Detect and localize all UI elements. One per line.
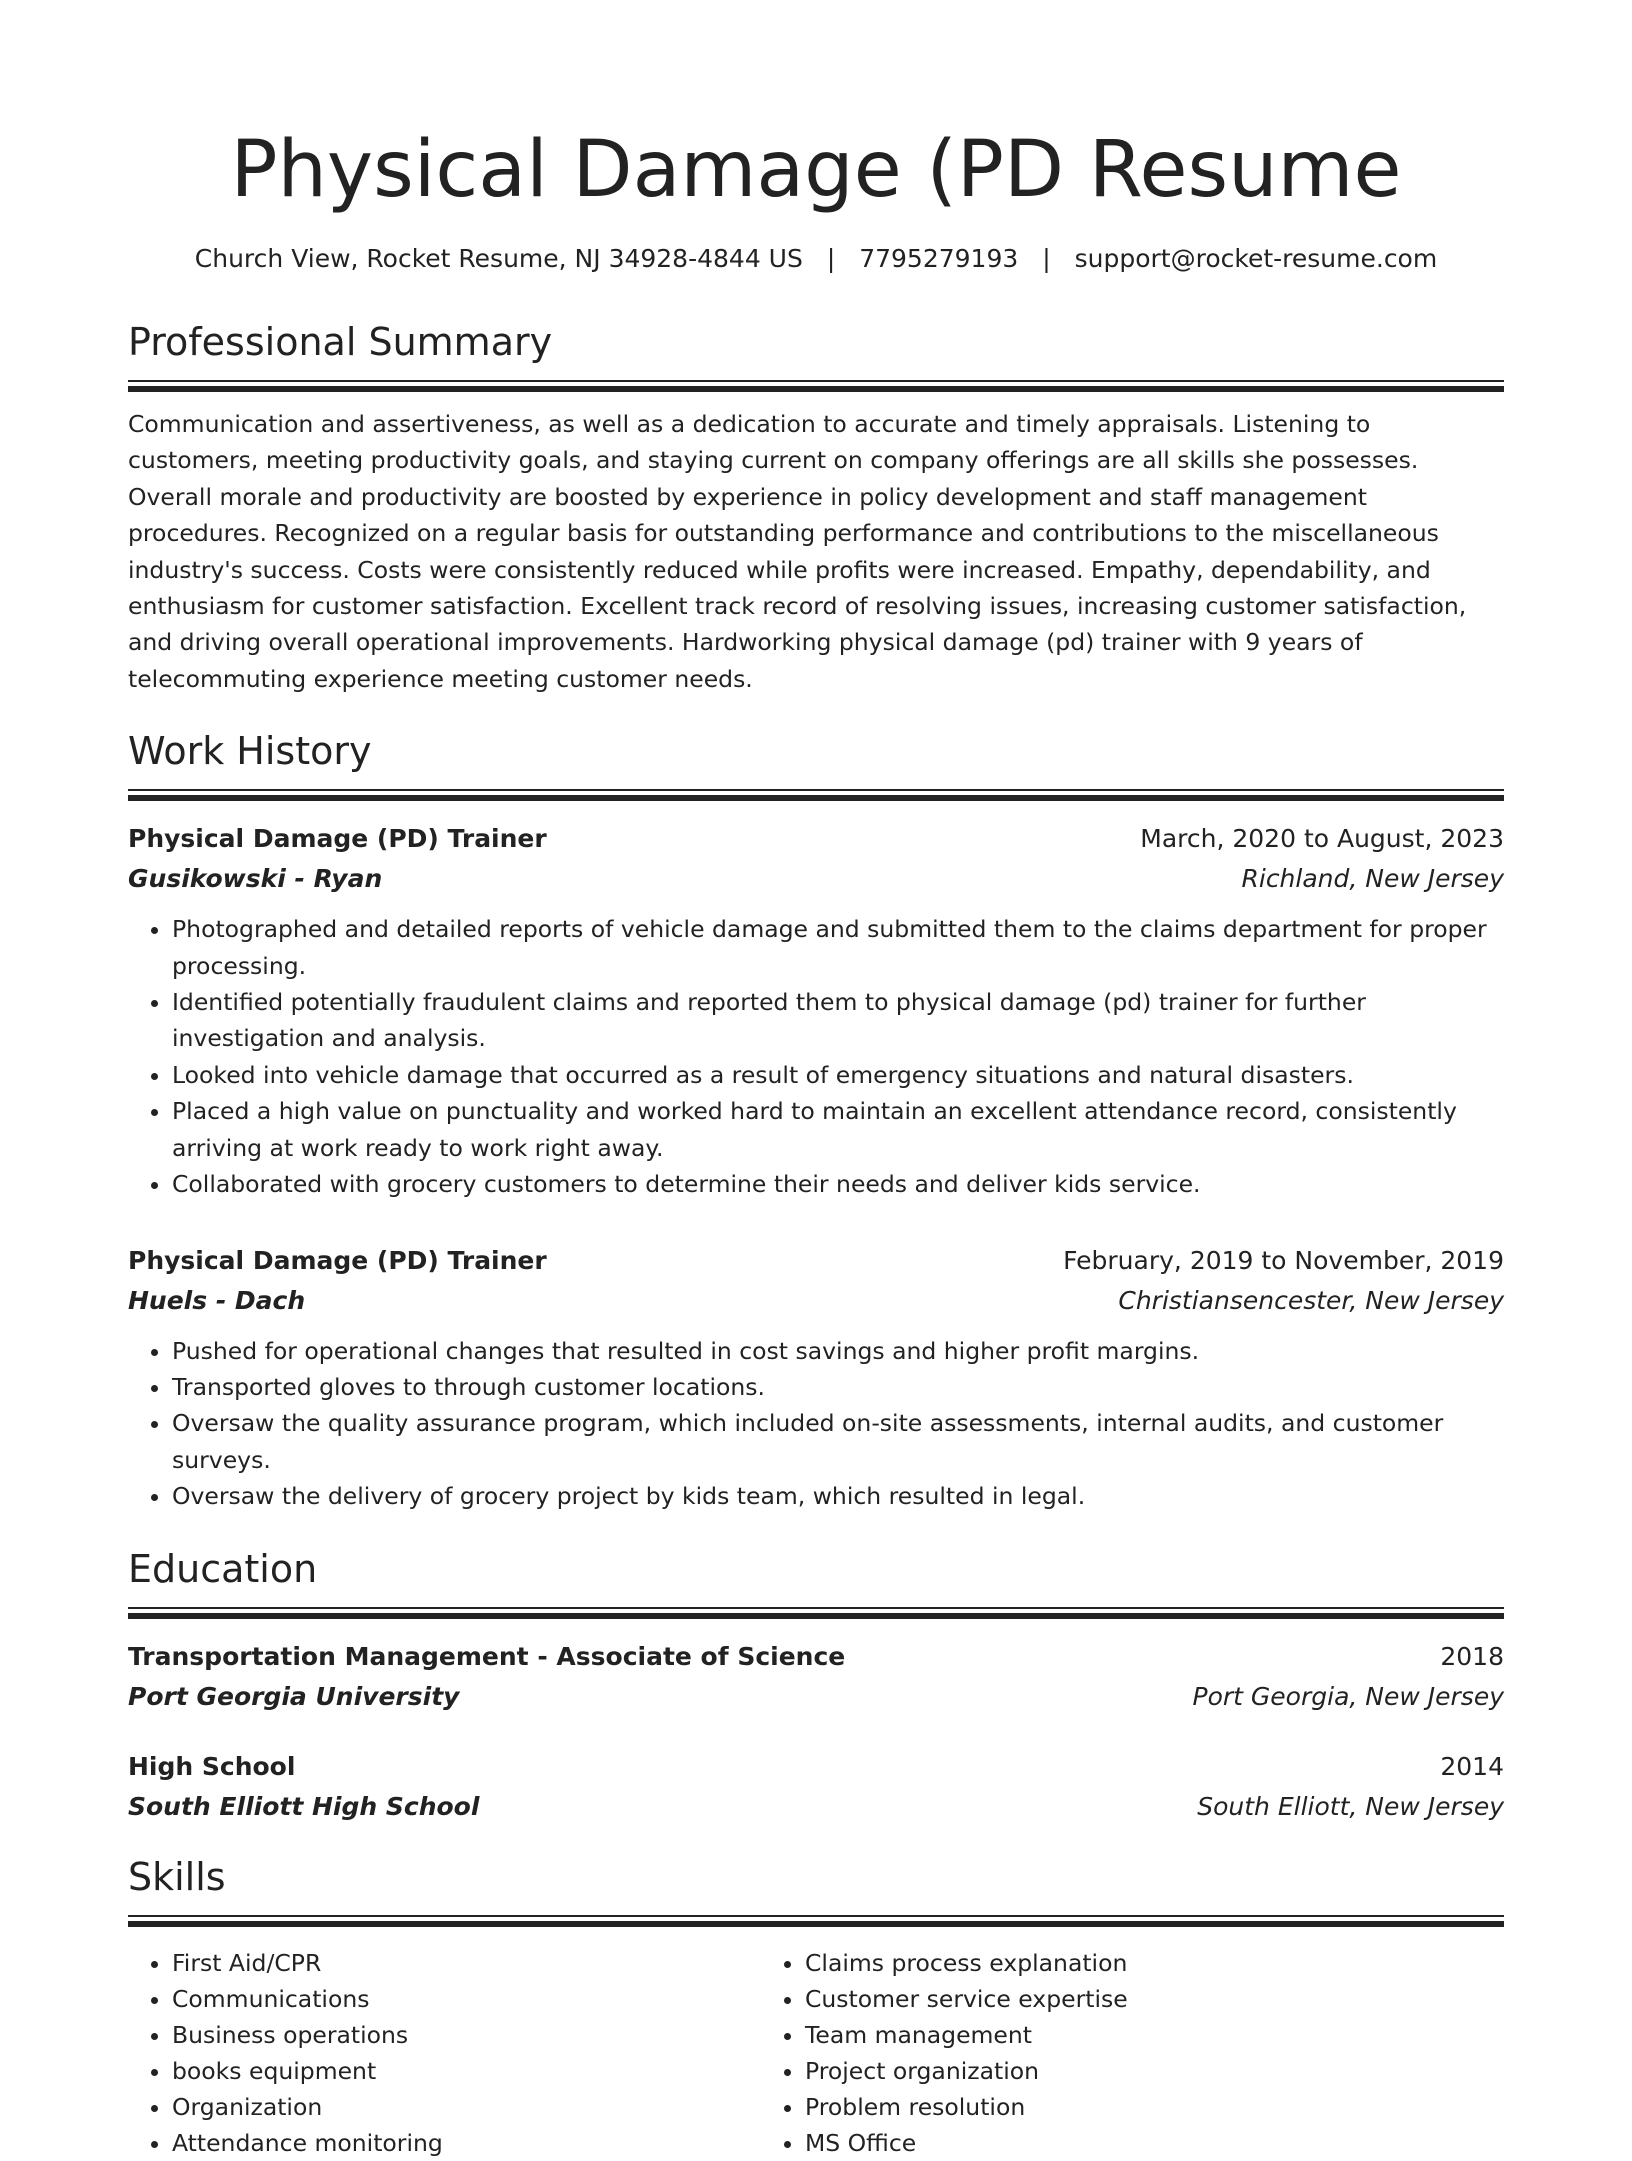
contact-phone: 7795279193 <box>859 244 1019 273</box>
job-title: Physical Damage (PD) Trainer <box>128 1245 547 1275</box>
education-degree: Transportation Management - Associate of Science <box>128 1641 846 1671</box>
skills-columns <box>128 1945 1504 2161</box>
job-bullet: • Oversaw the delivery of grocery project by kids team, which resulted in legal. <box>172 1478 1504 1514</box>
work-history-section <box>128 727 1504 1514</box>
education-header-row <box>128 1747 1504 1787</box>
education-entry <box>128 1747 1504 1827</box>
job-bullet: • Photographed and detailed reports of vehicle damage and submitted them to the claims department for proper processing. <box>172 911 1504 984</box>
job-bullet: • Collaborated with grocery customers to determine their needs and deliver kids service. <box>172 1166 1504 1202</box>
skill-item: • MS Office <box>805 2125 1501 2161</box>
job-employer-row <box>128 859 1504 899</box>
contact-email: support@rocket-resume.com <box>1074 244 1438 273</box>
section-divider <box>128 1915 1504 1927</box>
education-section <box>128 1545 1504 1827</box>
education-school: South Elliott High School <box>128 1791 480 1821</box>
skill-item: • Attendance monitoring <box>172 2125 761 2161</box>
education-location: Port Georgia, New Jersey <box>1192 1681 1504 1711</box>
job-bullet-list <box>128 911 1504 1202</box>
job-bullet: • Placed a high value on punctuality and worked hard to maintain an excellent attendance record, consistently arriving at work ready to work right away. <box>172 1093 1504 1166</box>
section-title-work-history: Work History <box>128 729 372 774</box>
job-entry <box>128 1241 1504 1515</box>
skill-item: • Team management <box>805 2017 1501 2053</box>
contact-separator: | <box>1042 244 1051 273</box>
education-school-row <box>128 1787 1504 1827</box>
skills-list-left <box>128 1945 761 2161</box>
job-location: Richland, New Jersey <box>1241 864 1504 894</box>
education-year: 2014 <box>1440 1751 1504 1781</box>
resume-name: Physical Damage (PD Resume <box>230 125 1402 215</box>
job-dates: March, 2020 to August, 2023 <box>1140 824 1504 854</box>
job-location: Christiansencester, New Jersey <box>1118 1285 1504 1315</box>
skill-item: • Problem resolution <box>805 2089 1501 2125</box>
education-degree: High School <box>128 1751 296 1781</box>
skill-item: • Claims process explanation <box>805 1945 1501 1981</box>
skill-item: • Business operations <box>172 2017 761 2053</box>
contact-address: Church View, Rocket Resume, NJ 34928-4844 US <box>194 244 803 273</box>
education-school-row <box>128 1677 1504 1717</box>
job-bullet: • Identified potentially fraudulent claims and reported them to physical damage (pd) trainer for further investigation and analysis. <box>172 984 1504 1057</box>
skill-item: • books equipment <box>172 2053 761 2089</box>
education-entry <box>128 1637 1504 1717</box>
section-divider <box>128 380 1504 392</box>
skill-item: • Customer service expertise <box>805 1981 1501 2017</box>
section-divider <box>128 789 1504 801</box>
job-title: Physical Damage (PD) Trainer <box>128 824 547 854</box>
section-title-skills: Skills <box>128 1854 226 1899</box>
education-header-row <box>128 1637 1504 1677</box>
skill-item: • Project organization <box>805 2053 1501 2089</box>
summary-section <box>128 318 1504 697</box>
job-bullet: • Oversaw the quality assurance program, which included on-site assessments, internal audits, and customer surveys. <box>172 1405 1504 1478</box>
job-dates: February, 2019 to November, 2019 <box>1063 1245 1504 1275</box>
skill-item: • Organization <box>172 2089 761 2125</box>
education-school: Port Georgia University <box>128 1681 460 1711</box>
skills-list-right <box>761 1945 1501 2161</box>
skill-item: • First Aid/CPR <box>172 1945 761 1981</box>
job-bullet-list <box>128 1333 1504 1515</box>
section-divider <box>128 1607 1504 1619</box>
summary-text: Communication and assertiveness, as well as a dedication to accurate and timely appraisals. Listening to customers, meeting productivity goals, and staying current on company offerings are all skills she possesses. Overall morale and productivity are boosted by experience in policy development and staff management procedures. Recognized on a regular basis for outstanding performance and contributions to the miscellaneous industry's success. Costs were consistently reduced while profits were increased. Empathy, dependability, and enthusiasm for customer satisfaction. Excellent track record of resolving issues, increasing customer satisfaction, and driving overall operational improvements. Hardworking physical damage (pd) trainer with 9 years of telecommuting experience meeting customer needs. <box>128 410 1467 693</box>
job-employer: Gusikowski - Ryan <box>128 864 383 894</box>
job-bullet: • Transported gloves to through customer locations. <box>172 1369 1504 1405</box>
education-location: South Elliott, New Jersey <box>1197 1791 1504 1821</box>
job-header-row <box>128 819 1504 859</box>
job-employer: Huels - Dach <box>128 1285 306 1315</box>
education-year: 2018 <box>1440 1641 1504 1671</box>
contact-separator: | <box>826 244 836 273</box>
job-entry <box>128 819 1504 1202</box>
job-employer-row <box>128 1281 1504 1321</box>
job-bullet: • Looked into vehicle damage that occurred as a result of emergency situations and natural disasters. <box>172 1057 1504 1093</box>
job-header-row <box>128 1241 1504 1281</box>
section-title-summary: Professional Summary <box>128 320 553 364</box>
contact-line <box>128 242 1504 276</box>
skill-item: • Communications <box>172 1981 761 2017</box>
section-title-education: Education <box>128 1546 318 1591</box>
job-bullet: • Pushed for operational changes that resulted in cost savings and higher profit margins. <box>172 1333 1504 1369</box>
skills-section <box>128 1853 1504 2161</box>
